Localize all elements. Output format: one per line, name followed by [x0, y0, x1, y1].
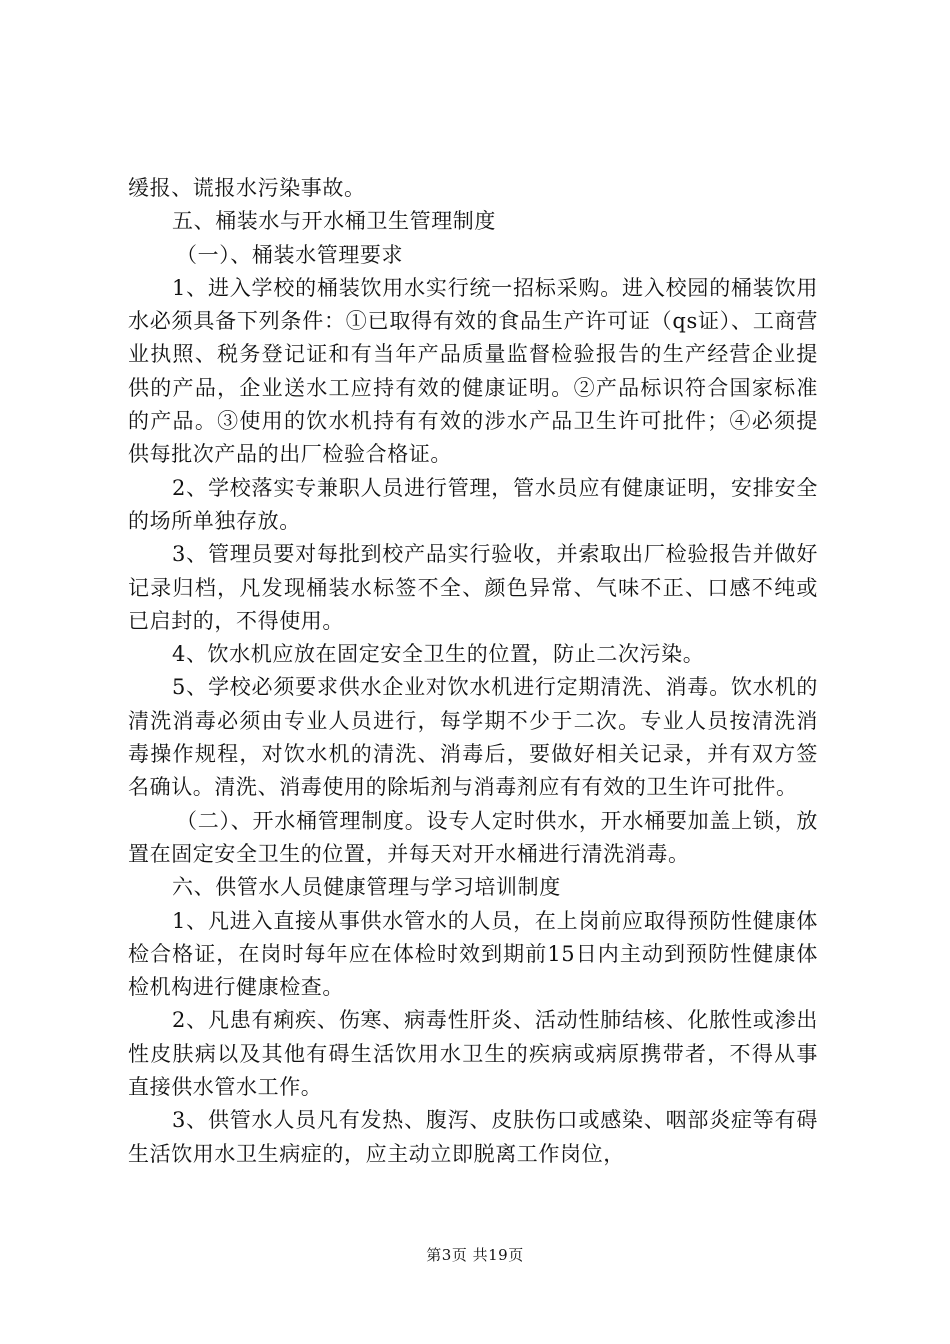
paragraph-item-2: 2、学校落实专兼职人员进行管理，管水员应有健康证明，安排安全的场所单独存放。 — [128, 475, 818, 533]
section-heading-five: 五、桶装水与开水桶卫生管理制度 — [172, 209, 496, 234]
subsection-heading-one: （一）、桶装水管理要求 — [176, 242, 404, 267]
paragraph-health-1: 1、凡进入直接从事供水管水的人员，在上岗前应取得预防性健康体检合格证，在岗时每年应在体检时效到期前15日内主动到预防性健康体检机构进行健康检查。 — [128, 908, 818, 1000]
subsection-paragraph-two: （二）、开水桶管理制度。设专人定时供水，开水桶要加盖上锁，放置在固定安全卫生的位置，并每天对开水桶进行清洗消毒。 — [128, 808, 818, 866]
paragraph-continuation: 缓报、谎报水污染事故。 — [128, 176, 366, 200]
paragraph-health-3: 3、供管水人员凡有发热、腹泻、皮肤伤口或感染、咽部炎症等有碍生活饮用水卫生病症的，应主动立即脱离工作岗位， — [128, 1108, 818, 1166]
paragraph-health-2: 2、凡患有痢疾、伤寒、病毒性肝炎、活动性肺结核、化脓性或渗出性皮肤病以及其他有碍生活饮用水卫生的疾病或病原携带者，不得从事直接供水管水工作。 — [128, 1008, 818, 1100]
paragraph-item-5: 5、学校必须要求供水企业对饮水机进行定期清洗、消毒。饮水机的清洗消毒必须由专业人员进行，每学期不少于二次。专业人员按清洗消毒操作规程，对饮水机的清洗、消毒后，要做好相关记录，并有双方签名确认。清洗、消毒使用的除垢剂与消毒剂应有有效的卫生许可批件。 — [128, 675, 818, 800]
paragraph-item-1: 1、进入学校的桶装饮用水实行统一招标采购。进入校园的桶装饮用水必须具备下列条件：①已取得有效的食品生产许可证（qs证）、工商营业执照、税务登记证和有当年产品质量监督检验报告的生产经营企业提供的产品，企业送水工应持有效的健康证明。②产品标识符合国家标准的产品。③使用的饮水机持有有效的涉水产品卫生许可批件；④必须提供每批次产品的出厂检验合格证。 — [128, 275, 818, 467]
page-number-footer: 第3页 共19页 — [426, 1246, 524, 1264]
paragraph-item-3: 3、管理员要对每批到校产品实行验收，并索取出厂检验报告并做好记录归档，凡发现桶装水标签不全、颜色异常、气味不正、口感不纯或已启封的，不得使用。 — [128, 542, 818, 633]
paragraph-item-4: 4、饮水机应放在固定安全卫生的位置，防止二次污染。 — [172, 642, 705, 667]
document-body — [128, 172, 818, 1171]
section-heading-six: 六、供管水人员健康管理与学习培训制度 — [172, 875, 561, 900]
